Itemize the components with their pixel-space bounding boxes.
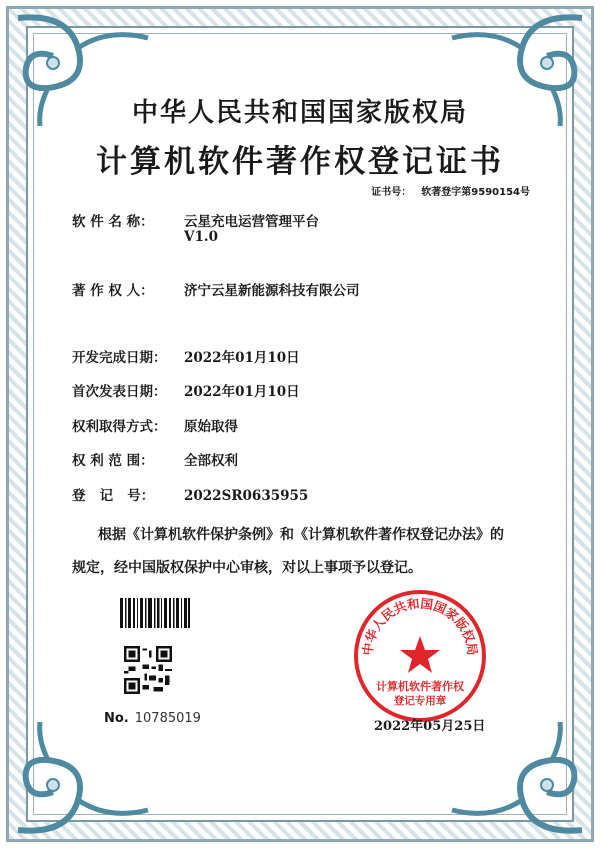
serial-number-value: 10785019 — [134, 711, 201, 726]
field-value: 2022SR0635955 — [184, 488, 309, 504]
field-value: 济宁云星新能源科技有限公司 — [184, 283, 360, 299]
corner-ornament-bottom-left — [8, 720, 158, 840]
field-registration-number — [72, 484, 308, 504]
field-label: 软 件 名 称： — [72, 214, 154, 230]
certificate-number-value: 软著登字第9590154号 — [421, 187, 530, 198]
official-seal — [350, 586, 490, 726]
certificate-number-label: 证书号： — [371, 187, 412, 198]
field-label: 登 记 号： — [72, 488, 155, 504]
field-label: 首次发表日期： — [72, 384, 167, 400]
field-value: 云星充电运营管理平台 — [184, 214, 319, 230]
field-copyright-owner — [72, 279, 360, 299]
field-value: 2022年01月10日 — [184, 384, 300, 400]
seal-ring-path: 中华人民共和国国家版权局 — [359, 595, 481, 657]
star-icon — [400, 636, 440, 673]
field-software-name — [72, 210, 319, 230]
corner-ornament-bottom-right — [442, 720, 592, 840]
field-acquisition-method — [72, 415, 238, 435]
field-publication-date — [72, 380, 300, 400]
statement-line-1: 根据《计算机软件保护条例》和《计算机软件著作权登记办法》的 — [98, 527, 504, 543]
certificate-title: 计算机软件著作权登记证书 — [96, 144, 504, 180]
field-value: 2022年01月10日 — [184, 350, 300, 366]
qr-code — [124, 646, 172, 694]
barcode — [120, 598, 190, 628]
field-software-version — [184, 229, 218, 245]
field-label: 开发完成日期： — [72, 350, 167, 366]
seal-inner-line-2: 登记专用章 — [393, 695, 447, 707]
issuing-authority-title: 中华人民共和国国家版权局 — [131, 98, 468, 128]
certificate-number — [371, 183, 530, 198]
statement-line-2: 规定，经中国版权保护中心审核，对以上事项予以登记。 — [72, 560, 422, 576]
field-value: 全部权利 — [184, 453, 238, 469]
issue-date: 2022年05月25日 — [374, 719, 486, 734]
field-development-date — [72, 346, 300, 366]
field-value: 原始取得 — [184, 419, 238, 435]
serial-number-label: No. — [104, 711, 129, 726]
field-label: 权 利 范 围： — [72, 453, 154, 469]
field-label: 权利取得方式： — [72, 419, 167, 435]
serial-number — [104, 711, 201, 726]
seal-inner-line-1: 计算机软件著作权 — [376, 680, 464, 693]
field-value-version: V1.0 — [184, 229, 218, 245]
field-label: 著 作 权 人： — [72, 283, 154, 299]
field-rights-scope — [72, 449, 238, 469]
